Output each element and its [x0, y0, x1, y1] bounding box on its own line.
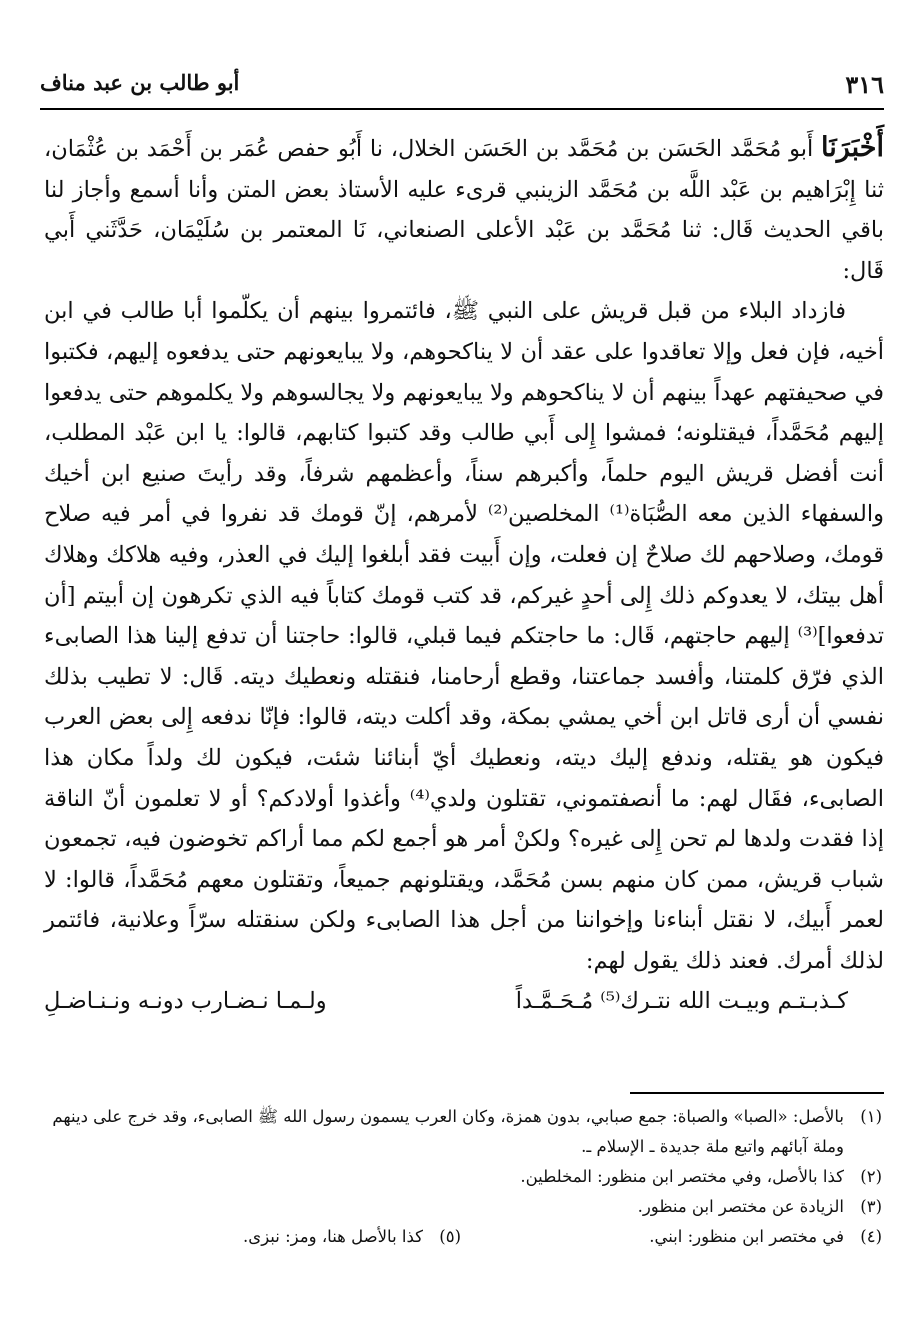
verse-first-hemistich: كـذبـتـم وبيـت الله نتـرك⁽⁵⁾ مُـحَـمَّـداً [515, 988, 848, 1015]
footnote-number: (٣) [860, 1197, 882, 1216]
footnote-number: (١) [860, 1107, 882, 1126]
isnad-paragraph [44, 128, 884, 291]
footnote-1 [40, 1102, 882, 1162]
main-text [44, 128, 884, 1022]
lead-word: أَخْبَرَنَا [821, 132, 884, 163]
footnote-text: بالأصل: «الصبا» والصباة: جمع صبابي، بدون همزة، وكان العرب يسمون رسول الله ﷺ الصابىء، وقد خرج على دينهم وملة آبائهم واتبع ملة جديدة ـ الإسلام ـ. [52, 1107, 844, 1156]
poetry-verse [44, 981, 884, 1022]
footnote-2 [40, 1162, 882, 1192]
footnote-5 [40, 1222, 461, 1252]
footnotes [40, 1102, 882, 1252]
footnote-text: في مختصر ابن منظور: ابني. [649, 1227, 844, 1246]
page-header [40, 70, 884, 104]
footnote-text: كذا بالأصل، وفي مختصر ابن منظور: المخلطين. [520, 1167, 844, 1186]
footnote-number: (٥) [439, 1227, 461, 1246]
footnote-4 [461, 1222, 882, 1252]
running-title: أبو طالب بن عبد مناف [40, 70, 240, 95]
footnote-rule [630, 1092, 884, 1094]
verse-second-hemistich: ولـمـا نـضـارب دونـه ونـنـاضـلِ [44, 988, 327, 1015]
footnote-3 [40, 1192, 882, 1222]
footnote-text: الزيادة عن مختصر ابن منظور. [637, 1197, 844, 1216]
footnote-number: (٢) [860, 1167, 882, 1186]
footnote-text: كذا بالأصل هنا، ومز: نبزى. [243, 1227, 423, 1246]
footnote-number: (٤) [860, 1227, 882, 1246]
narrative-paragraph: فازداد البلاء من قبل قريش على النبي ﷺ، فائتمروا بينهم أن يكلّموا أبا طالب في ابن أخيه، فإن فعل وإلا تعاقدوا على عقد أن لا يناكحوهم، ولا يبايعونهم حتى يدفعوه إليهم، فكتبوا في صحيفتهم عهداً بينهم أن لا يناكحوهم ولا يبايعونهم ولا يجالسوهم ولا يكلموهم حتى يدفعوا إليهم مُحَمَّداً، فيقتلونه؛ فمشوا إِلى أَبي طالب وقد كتبوا كتابهم، قالوا: يا ابن عَبْد المطلب، أنت أفضل قريش اليوم حلماً، وأكبرهم سناً، وأعظمهم شرفاً، وقد رأيتَ صنيع ابن أخيك والسفهاء الذين معه الصُّبَاة⁽¹⁾ المخلصين⁽²⁾ لأمرهم، إنّ قومك قد نفروا في أمر فيه صلاح قومك، وصلاحهم لك صلاحٌ إن فعلت، وإن أَبيت فقد أبلغوا إليك في العذر، وفيه هلاكك وهلاك أهل بيتك، لا يعدوكم ذلك إِلى أحدٍ غيركم، قد كتب قومك كتاباً فيه الذي تكرهون إن أبيتم [أن تدفعوا]⁽³⁾ إليهم حاجتهم، قَال: ما حاجتكم فيما قبلي، قالوا: حاجتنا أن تدفع إلينا هذا الصابىء الذي فرّق كلمتنا، وأفسد جماعتنا، وقطع أرحامنا، فنقتله ونعطيك ديته. قَال: لا تطيب بذلك نفسي أن أرى قاتل ابن أخي يمشي بمكة، وقد أكلت ديته، قالوا: فإنّا ندفعه إِلى بعض العرب فيكون هو يقتله، وندفع إليك ديته، ونعطيك أيّ أبنائنا شئت، فيكون لك ولداً مكان هذا الصابىء، فقَال لهم: ما أنصفتموني، تقتلون ولدي⁽⁴⁾ وأغذوا أولادكم؟ أو لا تعلمون أنّ الناقة إذا فقدت ولدها لم تحن إِلى غيره؟ ولكنْ أمر هو أجمع لكم مما أراكم تخوضون فيه، تجمعون شباب قريش، ممن كان منهم بسن مُحَمَّد، ويقتلونهم جميعاً، وتقتلون معهم مُحَمَّداً، قالوا: لا لعمر أَبيك، لا نقتل أبناءنا وإخواننا من أجل هذا الصابىء ولكن سنقتله سرّاً وعلانية، فائتمر لذلك أمرك. فعند ذلك يقول لهم: [44, 298, 885, 974]
header-rule [40, 108, 884, 110]
page-number: ٣١٦ [845, 70, 884, 99]
isnad-text: أَبو مُحَمَّد الحَسَن بن مُحَمَّد بن الحَسَن الخلال، نا أَبُو حفص عُمَر بن أَحْمَد بن عُثْمَان، ثنا إِبْرَاهيم بن عَبْد اللَّه بن مُحَمَّد الزينبي قرىء عليه الأستاذ بعض المتن وأنا أسمع وأجاز لنا باقي الحديث قَال: ثنا مُحَمَّد بن عَبْد الأعلى الصنعاني، نَا المعتمر بن سُلَيْمَان، حَدَّثَني أَبي قَال: [44, 136, 884, 284]
footnote-row [40, 1222, 882, 1252]
